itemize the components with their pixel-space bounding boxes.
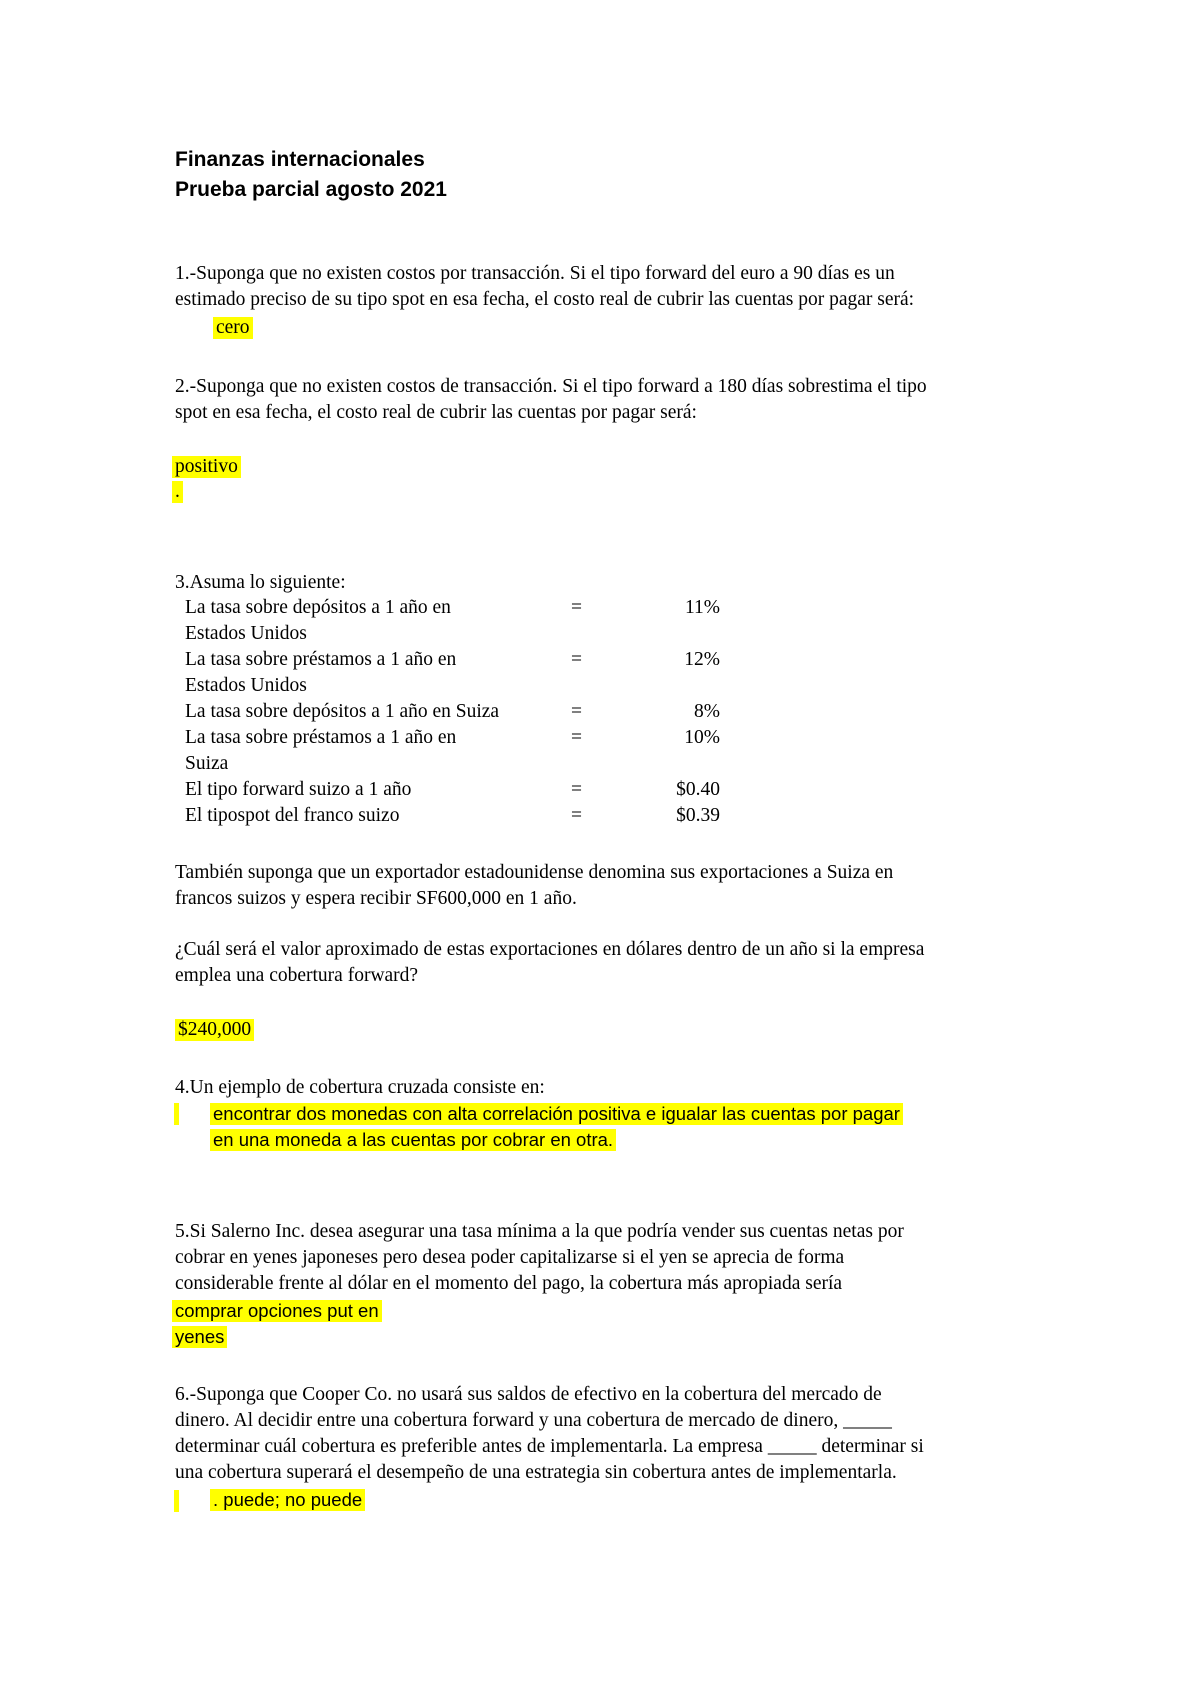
rate-label: El tipospot del franco suizo: [185, 805, 400, 826]
rate-row-continuation: [0, 673, 1200, 699]
q2-answer-dot: .: [172, 479, 183, 505]
q2-answer: [172, 454, 241, 480]
q4-line: 4.Un ejemplo de cobertura cruzada consiste en:: [175, 1077, 545, 1098]
rate-row: [0, 595, 1200, 621]
rate-label: La tasa sobre depósitos a 1 año en: [185, 597, 451, 618]
q2-line-1: 2.-Suponga que no existen costos de transacción. Si el tipo forward a 180 días sobrestima el tipo: [175, 376, 927, 397]
q2-answer-highlight: positivo: [172, 456, 241, 478]
q3-para2-line-1: ¿Cuál será el valor aproximado de estas exportaciones en dólares dentro de un año si la empresa: [175, 939, 925, 960]
q5-line-3: considerable frente al dólar en el momento del pago, la cobertura más apropiada sería: [175, 1273, 843, 1294]
document-title: Finanzas internacionales: [175, 148, 425, 171]
q2-line-2: spot en esa fecha, el costo real de cubrir las cuentas por pagar será:: [175, 402, 697, 423]
rate-row: [0, 725, 1200, 751]
rate-value: $0.39: [676, 805, 720, 826]
rate-value: 10%: [684, 727, 720, 748]
rate-equals: =: [571, 805, 582, 826]
q3-para2-line-2: emplea una cobertura forward?: [175, 965, 419, 986]
rate-equals: =: [571, 597, 582, 618]
rate-label: La tasa sobre préstamos a 1 año en: [185, 727, 457, 748]
rate-label: La tasa sobre préstamos a 1 año en: [185, 649, 457, 670]
q1-line-1: 1.-Suponga que no existen costos por transacción. Si el tipo forward del euro a 90 días es un: [175, 263, 895, 284]
rate-equals: =: [571, 727, 582, 748]
q4-answer-line-2: en una moneda a las cuentas por cobrar en otra.: [210, 1127, 616, 1154]
q6-line-3: determinar cuál cobertura es preferible antes de implementarla. La empresa _____ determinar si: [175, 1436, 924, 1457]
rate-label: Suiza: [185, 753, 229, 774]
q3-answer: [175, 1017, 254, 1043]
q6-line-4: una cobertura superará el desempeño de una estrategia sin cobertura antes de implementarla.: [175, 1462, 897, 1483]
highlight-marker: [174, 1103, 179, 1125]
rate-equals: =: [571, 779, 582, 800]
q5-line-1: 5.Si Salerno Inc. desea asegurar una tasa mínima a la que podría vender sus cuentas netas por: [175, 1221, 904, 1242]
q5-answer-line-2: yenes: [172, 1324, 227, 1351]
rate-equals: =: [571, 649, 582, 670]
q1-answer-highlight: cero: [213, 317, 253, 339]
q3-intro: 3.Asuma lo siguiente:: [175, 572, 346, 593]
q3-para1-line-2: francos suizos y espera recibir SF600,000 en 1 año.: [175, 888, 577, 909]
rate-value: 11%: [684, 597, 720, 618]
q3-para1-line-1: También suponga que un exportador estadounidense denomina sus exportaciones a Suiza en: [175, 862, 894, 883]
q6-answer: . puede; no puede: [210, 1487, 365, 1514]
q6-line-2: dinero. Al decidir entre una cobertura forward y una cobertura de mercado de dinero, _____: [175, 1410, 892, 1431]
rate-row: [0, 647, 1200, 673]
q5-answer-line-1: comprar opciones put en: [172, 1298, 382, 1325]
rate-row-continuation: [0, 621, 1200, 647]
rate-row: [0, 777, 1200, 803]
q3-answer-highlight: $240,000: [175, 1019, 254, 1041]
rate-row-continuation: [0, 751, 1200, 777]
rate-value: $0.40: [676, 779, 720, 800]
rate-value: 12%: [684, 649, 720, 670]
rate-row: [0, 803, 1200, 829]
rate-equals: =: [571, 701, 582, 722]
rate-label: Estados Unidos: [185, 623, 307, 644]
rate-row: [0, 699, 1200, 725]
highlight-marker: [174, 1490, 179, 1512]
rate-label: La tasa sobre depósitos a 1 año en Suiza: [185, 701, 500, 722]
rate-label: El tipo forward suizo a 1 año: [185, 779, 412, 800]
q6-line-1: 6.-Suponga que Cooper Co. no usará sus saldos de efectivo en la cobertura del mercado de: [175, 1384, 882, 1405]
q1-line-2: estimado preciso de su tipo spot en esa fecha, el costo real de cubrir las cuentas por pagar será:: [175, 289, 915, 310]
document-subtitle: Prueba parcial agosto 2021: [175, 178, 447, 201]
q4-answer-line-1: encontrar dos monedas con alta correlación positiva e igualar las cuentas por pagar: [210, 1101, 903, 1128]
q1-answer: [213, 315, 253, 341]
rate-label: Estados Unidos: [185, 675, 307, 696]
q5-line-2: cobrar en yenes japoneses pero desea poder capitalizarse si el yen se aprecia de forma: [175, 1247, 845, 1268]
rate-value: 8%: [694, 701, 720, 722]
